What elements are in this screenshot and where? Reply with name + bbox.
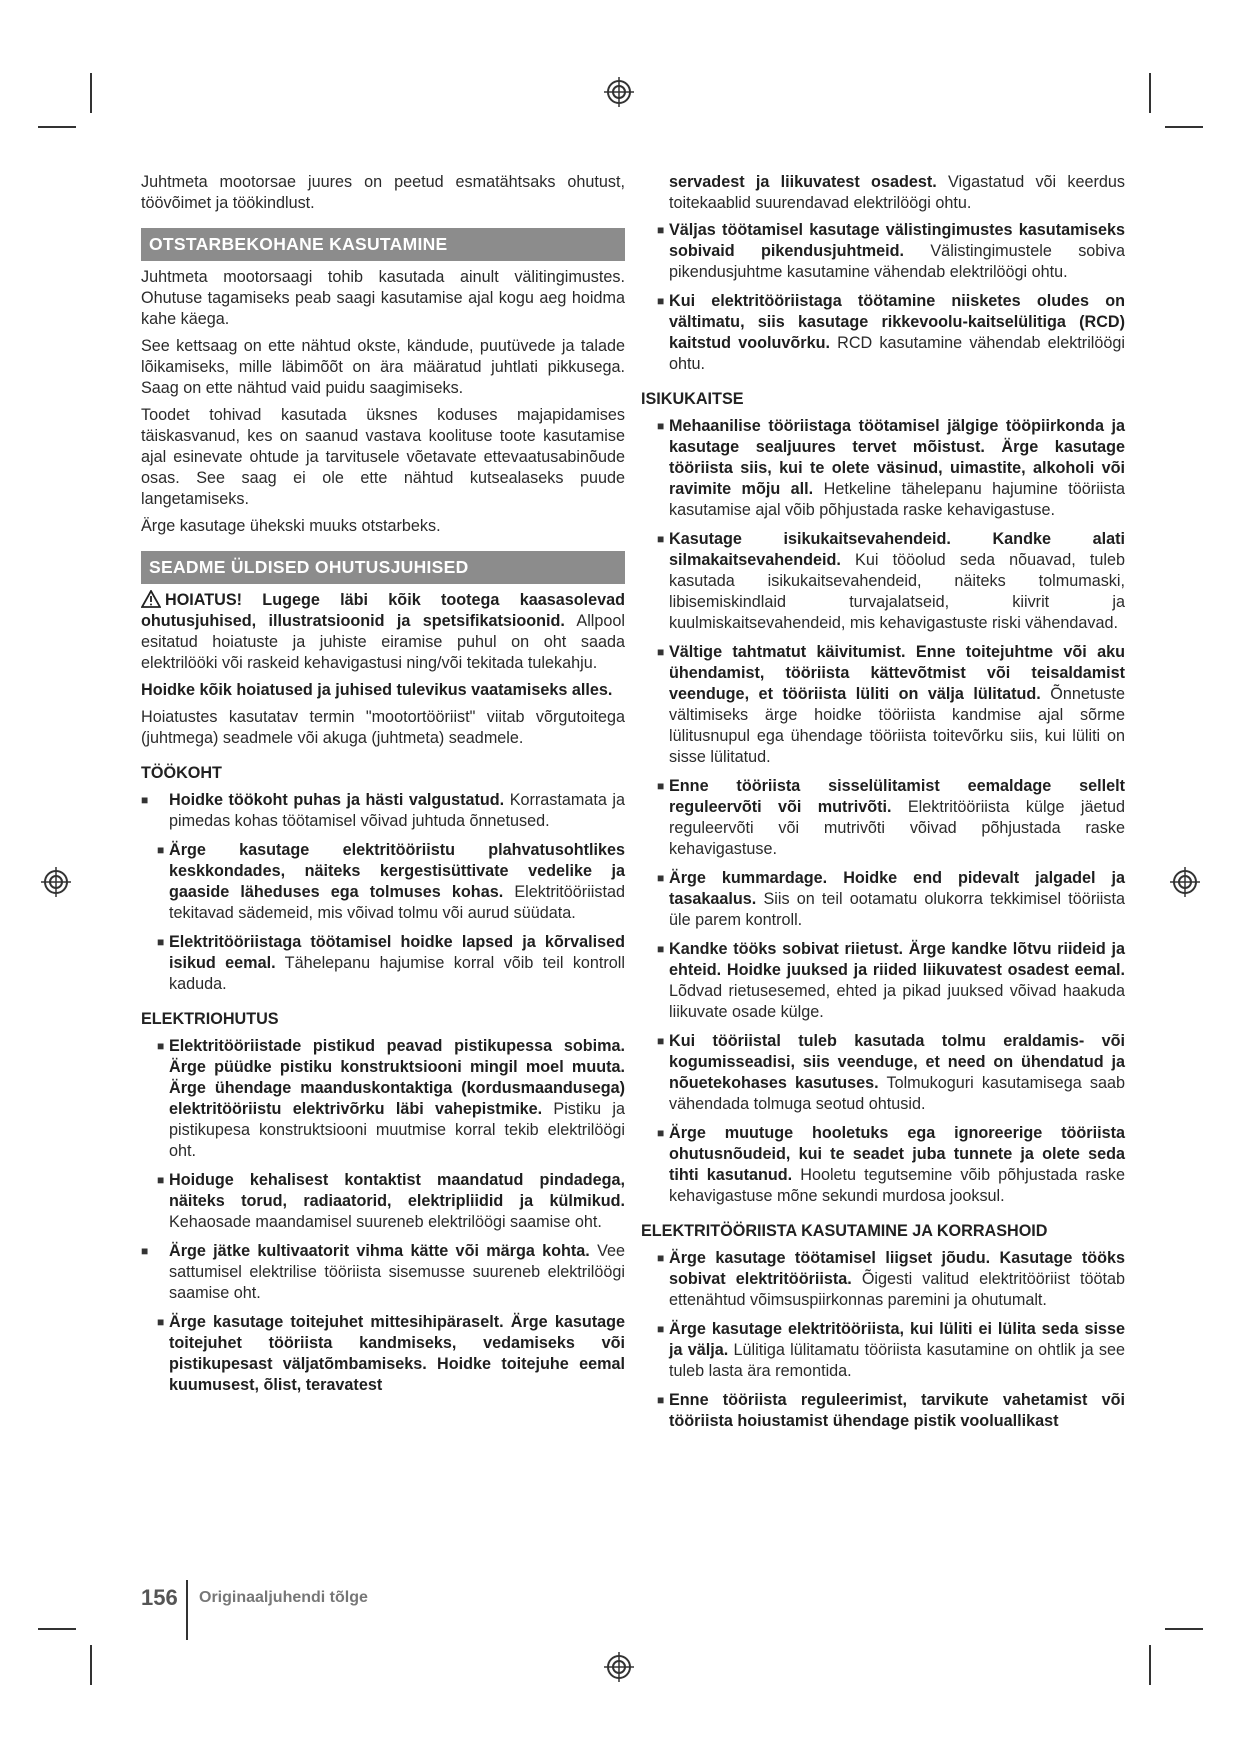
bullet-icon: ■ — [657, 779, 665, 793]
item-bold: Hoidke töökoht puhas ja hästi valgustatud. — [169, 791, 505, 809]
bullet-icon: ■ — [157, 843, 165, 857]
bullet-icon: ■ — [657, 419, 665, 433]
crop-mark — [1149, 1645, 1151, 1685]
bullet-icon: ■ — [141, 793, 149, 807]
heading-personal-safety: ISIKUKAITSE — [641, 390, 744, 408]
warning-triangle-icon — [141, 590, 161, 608]
crop-mark — [38, 126, 76, 128]
item-bold: Enne tööriista reguleerimist, tarvikute vahetamist või tööriista hoiustamist ühendage pistik vooluallikast — [669, 1391, 1125, 1430]
item-bold: Mehaanilise tööriistaga töötamisel jälgige tööpiirkonda ja kasutage sealjuures tervet mõistust. Ärge kasutage tööriista siis, kui te olete väsinud, uimastite, alkoholi või ravimite mõju all. — [669, 417, 1125, 498]
bullet-icon: ■ — [657, 532, 665, 546]
item-text: RCD kasutamine vähendab elektrilöögi ohtu. — [669, 334, 1125, 373]
list-item — [141, 840, 625, 924]
item-bold: servadest ja liikuvatest osadest. — [669, 173, 937, 191]
item-text: Õigesti valitud elektritööriist töötab ettenähtud võimsuspiirkonnas paremini ja ohutumalt. — [669, 1270, 1126, 1309]
item-text: Hetkeline tähelepanu hajumine tööriista kasutamise ajal võib põhjustada raske kehavigastuse. — [669, 480, 1125, 519]
warning-bold: HOIATUS! Lugege läbi kõik tootega kaasasolevad ohutusjuhised, illustratsioonid ja spetsifikatsioonid. — [141, 591, 625, 630]
list-item — [641, 1123, 1125, 1207]
item-text: Õnnetuste vältimiseks ärge hoidke tööriista kandmise ajal sõrme lülitusnupul ega ühendage tööriista toitevõrku siis, kui lüliti on sisse lülitatud. — [669, 685, 1125, 766]
item-bold: Ärge kummardage. Hoidke end pidevalt jalgadel ja tasakaalus. — [669, 869, 1125, 908]
list-item — [141, 790, 625, 832]
item-text: Lõdvad rietusesemed, ehted ja pikad juuksed võivad haakuda liikuvate osade külge. — [669, 982, 1125, 1021]
heading-tool-use-care: ELEKTRITÖÖRIISTA KASUTAMINE JA KORRASHOID — [641, 1222, 1048, 1240]
list-item — [641, 868, 1125, 931]
term-paragraph: Hoiatustes kasutatav termin "mootortööriist" viitab võrgutoitega (juhtmega) seadmele või akuga (juhtmeta) seadmele. — [141, 708, 625, 747]
registration-mark-icon — [604, 77, 634, 107]
list-item — [641, 416, 1125, 521]
bullet-icon: ■ — [657, 1322, 665, 1336]
item-text: Tähelepanu hajumise korral võib teil kontroll kaduda. — [169, 954, 626, 993]
item-bold: Elektritööriistaga töötamisel hoidke lapsed ja kõrvalised isikud eemal. — [169, 933, 625, 972]
item-bold: Ärge jätke kultivaatorit vihma kätte või märga kohta. — [169, 1242, 590, 1260]
item-text: Välistingimustele sobiva pikendusjuhtme kasutamine vähendab elektrilöögi ohtu. — [669, 242, 1125, 281]
item-bold: Kui elektritööriistaga töötamine niisketes oludes on vältimatu, siis kasutage rikkevoolu-kaitselülitiga (RCD) kaitstud vooluvõrku. — [669, 292, 1125, 352]
item-text: Kui tööolud seda nõuavad, tuleb kasutada isikukaitsevahendeid, näiteks tolmumaski, libisemiskindlaid turvajalatseid, kiivrit ja kuulmiskaitsevahendeid, mis kehavigastuste riski vähendavad. — [669, 551, 1125, 632]
registration-mark-icon — [1170, 867, 1200, 897]
heading-electrical-safety: ELEKTRIOHUTUS — [141, 1010, 279, 1028]
bullet-icon: ■ — [657, 294, 665, 308]
heading-work-area: TÖÖKOHT — [141, 764, 222, 782]
list-item — [641, 1390, 1125, 1432]
section-banner-intended-use: OTSTARBEKOHANE KASUTAMINE — [141, 228, 625, 261]
bullet-icon: ■ — [657, 223, 665, 237]
list-item — [641, 1248, 1125, 1311]
crop-mark — [90, 1645, 92, 1685]
bullet-icon: ■ — [657, 645, 665, 659]
crop-mark — [1165, 1628, 1203, 1630]
continued-paragraph — [641, 172, 1125, 214]
bullet-icon: ■ — [657, 1126, 665, 1140]
item-text: Tolmukoguri kasutamisega saab vähendada tolmuga seotud ohtusid. — [669, 1074, 1125, 1113]
bullet-icon: ■ — [157, 1315, 165, 1329]
list-item — [141, 1170, 625, 1233]
footer-divider — [186, 1580, 188, 1640]
right-column — [641, 172, 1125, 1440]
list-item — [641, 642, 1125, 768]
item-bold: Elektritööriistade pistikud peavad pistikupessa sobima. Ärge püüdke pistiku konstruktsiooni mingil moel muuta. Ärge ühendage maanduskontaktiga (kordusmaandusega) elektritööriistu elektrivõrku läbi vahepistmike. — [169, 1037, 625, 1118]
list-item — [141, 1241, 625, 1304]
list-item — [641, 1031, 1125, 1115]
list-item — [641, 220, 1125, 283]
list-item — [641, 939, 1125, 1023]
intro-paragraph: Juhtmeta mootorsae juures on peetud esmatähtsaks ohutust, töövõimet ja töökindlust. — [141, 173, 625, 212]
item-text: Vigastatud või keerdus toitekaablid suurendavad elektrilöögi ohtu. — [669, 173, 1126, 212]
bullet-icon: ■ — [141, 1244, 149, 1258]
bullet-icon: ■ — [657, 871, 665, 885]
keep-instructions-bold: Hoidke kõik hoiatused ja juhised tulevikus vaatamiseks alles. — [141, 681, 613, 699]
bullet-icon: ■ — [157, 1039, 165, 1053]
crop-mark — [90, 73, 92, 113]
item-bold: Kui tööriistal tuleb kasutada tolmu eraldamis- või kogumisseadisi, siis veenduge, et need on ühendatud ja nõuetekohases kasutuses. — [669, 1032, 1125, 1092]
bullet-icon: ■ — [657, 1393, 665, 1407]
item-bold: Ärge kasutage töötamisel liigset jõudu. Kasutage tööks sobivat elektritööriista. — [669, 1249, 1125, 1288]
item-text: Siis on teil ootamatu olukorra tekkimisel tööriista üle parem kontroll. — [669, 890, 1125, 929]
footer-title: Originaaljuhendi tõlge — [199, 1589, 368, 1606]
bullet-icon: ■ — [657, 942, 665, 956]
warning-paragraph — [141, 590, 625, 674]
item-bold: Enne tööriista sisselülitamist eemaldage sellelt reguleervõti või mutrivõti. — [669, 777, 1125, 816]
paragraph: See kettsaag on ette nähtud okste, kändude, puutüvede ja talade lõikamiseks, mille läbimõõt on ära määratud juhtlati pikkusega. Saag on ette nähtud vaid puidu saagimiseks. — [141, 337, 625, 397]
paragraph: Juhtmeta mootorsaagi tohib kasutada ainult välitingimustes. Ohutuse tagamiseks peab saagi kasutamise ajal kogu aeg hoidma kahe käega. — [141, 268, 625, 328]
item-text: Kehaosade maandamisel suureneb elektrilöögi saamise oht. — [169, 1213, 602, 1231]
list-item — [141, 1036, 625, 1162]
item-bold: Ärge muutuge hooletuks ega ignoreerige tööriista ohutusnõudeid, kui te seadet juba tunnete ja olete seda tihti kasutanud. — [669, 1124, 1125, 1184]
item-text: Elektritööriistad tekitavad sädemeid, mis võivad tolmu või aurud süüdata. — [169, 883, 625, 922]
crop-mark — [1149, 73, 1151, 113]
left-column — [141, 172, 625, 1404]
item-bold: Vältige tahtmatut käivitumist. Enne toitejuhtme või aku ühendamist, tööriista kättevõtmist või teisaldamist veenduge, et tööriista lüliti on välja lülitatud. — [669, 643, 1125, 703]
list-item — [141, 932, 625, 995]
paragraph: Ärge kasutage ühekski muuks otstarbeks. — [141, 517, 441, 535]
crop-mark — [38, 1628, 76, 1630]
item-bold: Ärge kasutage elektritööriistu plahvatusohtlikes keskkondades, näiteks kergestisüttivate vedelike ja gaaside läheduses ega tolmuses kohas. — [169, 841, 625, 901]
list-item — [641, 1319, 1125, 1382]
list-item — [641, 529, 1125, 634]
item-text: Lülitiga lülitamatu tööriista kasutamine on ohtlik ja see tuleb lasta ära remontida. — [669, 1341, 1125, 1380]
item-bold: Ärge kasutage elektritööriista, kui lüliti ei lülita seda sisse ja välja. — [669, 1320, 1125, 1359]
warning-text: Allpool esitatud hoiatuste ja juhiste eiramise puhul on oht saada elektrilööki või raskeid kehavigastusi ning/või tekitada tulekahju. — [141, 612, 625, 672]
item-text: Vee sattumisel elektrilise tööriista sisemusse suureneb elektrilöögi saamise oht. — [169, 1242, 625, 1302]
list-item — [641, 776, 1125, 860]
keep-instructions — [141, 680, 625, 701]
bullet-icon: ■ — [657, 1251, 665, 1265]
item-text: Korrastamata ja pimedas kohas töötamisel võivad juhtuda õnnetused. — [169, 791, 625, 830]
bullet-icon: ■ — [157, 935, 165, 949]
item-text: Pistiku ja pistikupesa konstruktsiooni muutmise korral tekib elektrilöögi oht. — [169, 1100, 625, 1160]
bullet-icon: ■ — [657, 1034, 665, 1048]
list-item — [141, 1312, 625, 1396]
item-bold: Kandke tööks sobivat riietust. Ärge kandke lõtvu riideid ja ehteid. Hoidke juuksed ja riided liikuvatest osadest eemal. — [669, 940, 1125, 979]
item-bold: Kasutage isikukaitsevahendeid. Kandke alati silmakaitsevahendeid. — [669, 530, 1125, 569]
registration-mark-icon — [41, 867, 71, 897]
registration-mark-icon — [604, 1652, 634, 1682]
paragraph: Toodet tohivad kasutada üksnes koduses majapidamises täiskasvanud, kes on saanud vastava koolituse toote kasutamise ajal esinevate ohtude ja tarvitusele võetavate ettevaatusabinõude osas. See saag ei ole ette nähtud kutsealaseks puude langetamiseks. — [141, 406, 625, 508]
section-banner-general-safety: SEADME ÜLDISED OHUTUSJUHISED — [141, 551, 625, 584]
list-item — [641, 291, 1125, 375]
item-bold: Väljas töötamisel kasutage välistingimustes kasutamiseks sobivaid pikendusjuhtmeid. — [669, 221, 1125, 260]
item-bold: Hoiduge kehalisest kontaktist maandatud pindadega, näiteks torud, radiaatorid, elektripliidid ja külmikud. — [169, 1171, 625, 1210]
item-text: Elektritööriista külge jäetud reguleervõti või mutrivõti võivad põhjustada raske kehavigastuse. — [669, 798, 1125, 858]
crop-mark — [1165, 126, 1203, 128]
bullet-icon: ■ — [157, 1173, 165, 1187]
page-number: 156 — [141, 1585, 178, 1610]
item-text: Hooletu tegutsemine võib põhjustada raske kehavigastuse mõne sekundi murdosa jooksul. — [669, 1166, 1125, 1205]
item-bold: Ärge kasutage toitejuhet mittesihipäraselt. Ärge kasutage toitejuhet tööriista kandmiseks, vedamiseks või pistikupesast väljatõmbamiseks. Hoidke toitejuhe eemal kuumusest, õlist, teravatest — [169, 1313, 625, 1394]
